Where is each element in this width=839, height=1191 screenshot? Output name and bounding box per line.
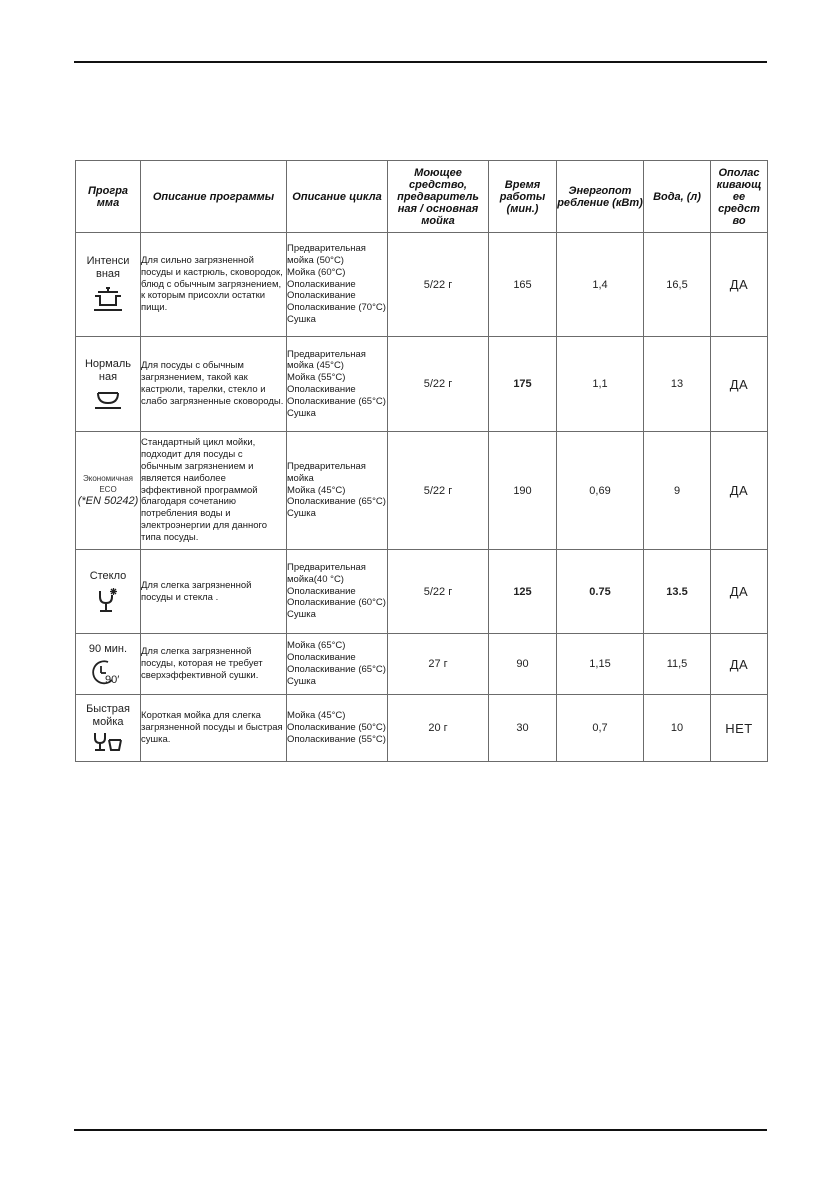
cycle-step: Ополаскивание (65°С) <box>287 664 386 675</box>
program-name: Быстрая мойка <box>86 703 130 728</box>
cycle-cell <box>287 432 388 550</box>
time-cell: 30 <box>489 695 557 762</box>
program-name: 90 мин. <box>88 642 128 655</box>
description-cell: Для сильно загрязненной посуды и кастрюль, сковородок, блюд с обычным загрязнением, к которым присохли остатки пищи. <box>141 233 287 337</box>
header-rule <box>74 61 767 63</box>
description-cell: Для слегка загрязненной посуды и стекла . <box>141 550 287 634</box>
cycle-step: Сушка <box>287 609 316 621</box>
cycle-step: Ополаскивание <box>287 278 356 290</box>
cycle-step: Ополаскивание (65°С) <box>287 395 386 407</box>
rinse-aid-cell: ДА <box>711 432 768 550</box>
table-row <box>76 695 768 762</box>
detergent-cell: 5/22 г <box>388 550 489 634</box>
energy-cell: 0,69 <box>557 432 644 550</box>
cycle-step: Ополаскивание (60°С) <box>287 597 386 609</box>
description-cell: Для слегка загрязненной посуды, которая не требует сверхэффективной сушки. <box>141 634 287 695</box>
cycle-step: Ополаскивание (55°С) <box>287 733 386 745</box>
cycle-step: Предварительная мойка (45°С) <box>287 348 366 372</box>
cycle-cell <box>287 695 388 762</box>
water-cell: 13 <box>644 337 711 432</box>
time-cell: 175 <box>489 337 557 432</box>
cycle-step: Ополаскивание <box>287 290 356 302</box>
detergent-cell: 5/22 г <box>388 337 489 432</box>
energy-cell: 1,15 <box>557 634 644 695</box>
cycle-step: Ополаскивание (70°С) <box>287 302 386 314</box>
description-cell: Короткая мойка для слегка загрязненной посуды и быстрая сушка. <box>141 695 287 762</box>
water-cell: 9 <box>644 432 711 550</box>
energy-cell: 0.75 <box>557 550 644 634</box>
cycle-cell <box>287 550 388 634</box>
intensive-pot-icon <box>91 286 125 314</box>
program-name: Нормаль ная <box>84 357 131 383</box>
header-cycle: Описание цикла <box>287 161 388 233</box>
cycle-cell <box>287 233 388 337</box>
time-cell: 165 <box>489 233 557 337</box>
cycle-step: Мойка (55°С) <box>287 372 346 384</box>
table-row <box>76 233 768 337</box>
water-cell: 10 <box>644 695 711 762</box>
cycle-step: Ополаскивание <box>287 652 356 664</box>
description-cell: Для посуды с обычным загрязнением, такой как кастрюли, тарелки, стекло и слабо загрязненные сковороды. <box>141 337 287 432</box>
cycle-cell <box>287 634 388 695</box>
normal-bowl-icon <box>93 389 123 411</box>
header-rinse-aid: Ополас кивающ ее средст во <box>711 161 768 233</box>
clock-icon-label: 90′ <box>105 673 120 686</box>
cycle-step: Сушка <box>287 313 316 325</box>
detergent-cell: 5/22 г <box>388 233 489 337</box>
program-cell <box>76 432 141 550</box>
table-row <box>76 634 768 695</box>
cycle-step: Мойка (45°С) <box>287 484 346 496</box>
cycle-cell <box>287 337 388 432</box>
program-cell <box>76 337 141 432</box>
cycle-step: Ополаскивание <box>287 384 356 395</box>
program-cell <box>76 233 141 337</box>
energy-cell: 1,4 <box>557 233 644 337</box>
header-detergent: Моющее средство, предваритель ная / основная мойка <box>388 161 489 233</box>
rinse-aid-cell: НЕТ <box>711 695 768 762</box>
rinse-aid-cell: ДА <box>711 634 768 695</box>
rinse-aid-cell: ДА <box>711 550 768 634</box>
table-row <box>76 432 768 550</box>
water-cell: 13.5 <box>644 550 711 634</box>
cycle-step: Сушка <box>287 508 316 520</box>
detergent-cell: 20 г <box>388 695 489 762</box>
description-cell: Стандартный цикл мойки, подходит для посуды с обычным загрязнением и является наиболее эффективной программой благодаря сочетанию потребления воды и электроэнергии для данного типа посуды. <box>141 432 287 550</box>
rinse-aid-cell: ДА <box>711 337 768 432</box>
glass-icon <box>96 588 120 614</box>
cycle-step: Предварительная мойка(40 °С) <box>287 562 366 585</box>
program-table <box>75 160 768 762</box>
time-cell: 125 <box>489 550 557 634</box>
quick-wash-glass-cup-icon <box>91 731 125 753</box>
cycle-step: Ополаскивание (50°С) <box>287 722 386 734</box>
cycle-step: Сушка <box>287 675 316 687</box>
water-cell: 11,5 <box>644 634 711 695</box>
90-min-clock-icon <box>90 658 126 686</box>
cycle-step: Сушка <box>287 407 316 419</box>
cycle-step: Ополаскивание (65°С) <box>287 496 386 508</box>
cycle-step: Мойка (45°С) <box>287 710 346 722</box>
time-cell: 190 <box>489 432 557 550</box>
cycle-step: Мойка (60°С) <box>287 266 346 278</box>
header-water: Вода, (л) <box>644 161 711 233</box>
program-cell <box>76 695 141 762</box>
table-row <box>76 550 768 634</box>
program-name: Экономичная ECO <box>83 474 133 494</box>
header-energy: Энергопот ребление (кВт) <box>557 161 644 233</box>
program-cell <box>76 550 141 634</box>
program-name: Интенси вная <box>86 255 130 280</box>
detergent-cell: 27 г <box>388 634 489 695</box>
program-name: Стекло <box>89 569 127 582</box>
program-standard: (*EN 50242) <box>77 495 139 507</box>
footer-rule <box>74 1129 767 1131</box>
time-cell: 90 <box>489 634 557 695</box>
table-header-row <box>76 161 768 233</box>
detergent-cell: 5/22 г <box>388 432 489 550</box>
header-program: Програ мма <box>76 161 141 233</box>
cycle-step: Предварительная мойка <box>287 461 366 484</box>
rinse-aid-cell: ДА <box>711 233 768 337</box>
cycle-step: Ополаскивание <box>287 585 356 597</box>
header-description: Описание программы <box>141 161 287 233</box>
table-row <box>76 337 768 432</box>
water-cell: 16,5 <box>644 233 711 337</box>
header-time: Время работы (мин.) <box>489 161 557 233</box>
program-cell <box>76 634 141 695</box>
cycle-step: Мойка (65°С) <box>287 640 346 652</box>
energy-cell: 0,7 <box>557 695 644 762</box>
energy-cell: 1,1 <box>557 337 644 432</box>
cycle-step: Предварительная мойка (50°С) <box>287 243 366 266</box>
